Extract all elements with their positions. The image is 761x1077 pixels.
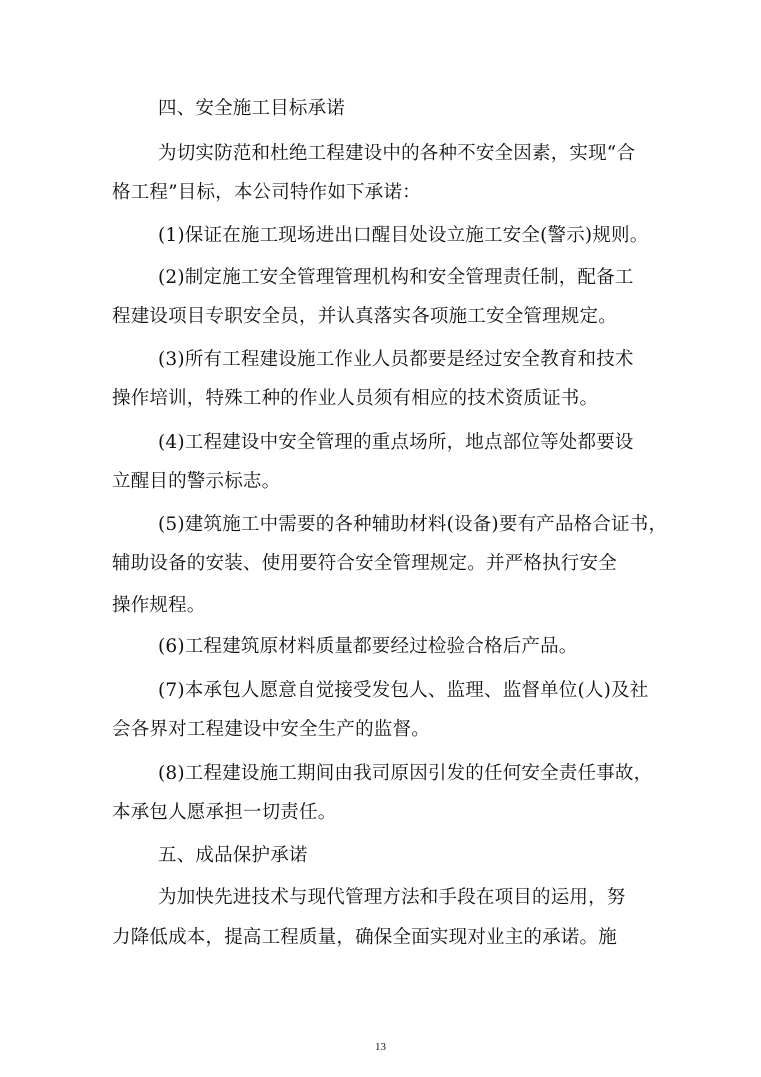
commitment-item-7-cont: 会各界对工程建设中安全生产的监督。 [112,719,430,740]
commitment-item-2-cont: 程建设项目专职安全员，并认真落实各项施工安全管理规定。 [112,306,617,327]
page-number: 13 [375,1041,386,1053]
commitment-item-3: (3)所有工程建设施工作业人员都要是经过安全教育和技术 [158,349,634,370]
intro-paragraph-line: 格工程”目标，本公司特作如下承诺： [112,182,421,203]
commitment-item-5: (5)建筑施工中需要的各种辅助材料(设备)要有产品格合证书， [158,514,668,535]
commitment-item-8-cont: 本承包人愿承担一切责任。 [112,802,337,823]
commitment-item-6: (6)工程建筑原材料质量都要经过检验合格后产品。 [158,636,578,657]
commitment-item-4: (4)工程建设中安全管理的重点场所，地点部位等处都要设 [158,432,634,453]
section-5-paragraph-line: 为加快先进技术与现代管理方法和手段在项目的运用，努 [158,887,626,908]
commitment-item-4-cont: 立醒目的警示标志。 [112,471,281,492]
intro-paragraph-line: 为切实防范和杜绝工程建设中的各种不安全因素，实现“合 [158,143,636,164]
commitment-item-5-cont: 操作规程。 [112,595,206,616]
section-5-paragraph-line: 力降低成本，提高工程质量，确保全面实现对业主的承诺。施 [112,927,617,948]
commitment-item-1: (1)保证在施工现场进出口醒目处设立施工安全(警示)规则。 [158,225,649,246]
commitment-item-8: (8)工程建设施工期间由我司原因引发的任何安全责任事故， [158,763,653,784]
commitment-item-2: (2)制定施工安全管理管理机构和安全管理责任制，配备工 [158,267,634,288]
commitment-item-7: (7)本承包人愿意自觉接受发包人、监理、监督单位(人)及社 [158,680,649,701]
section-heading-4: 四、安全施工目标承诺 [158,98,346,119]
commitment-item-3-cont: 操作培训，特殊工种的作业人员须有相应的技术资质证书。 [112,388,599,409]
section-heading-5: 五、成品保护承诺 [158,845,308,866]
commitment-item-5-cont: 辅助设备的安装、使用要符合安全管理规定。并严格执行安全 [112,553,617,574]
